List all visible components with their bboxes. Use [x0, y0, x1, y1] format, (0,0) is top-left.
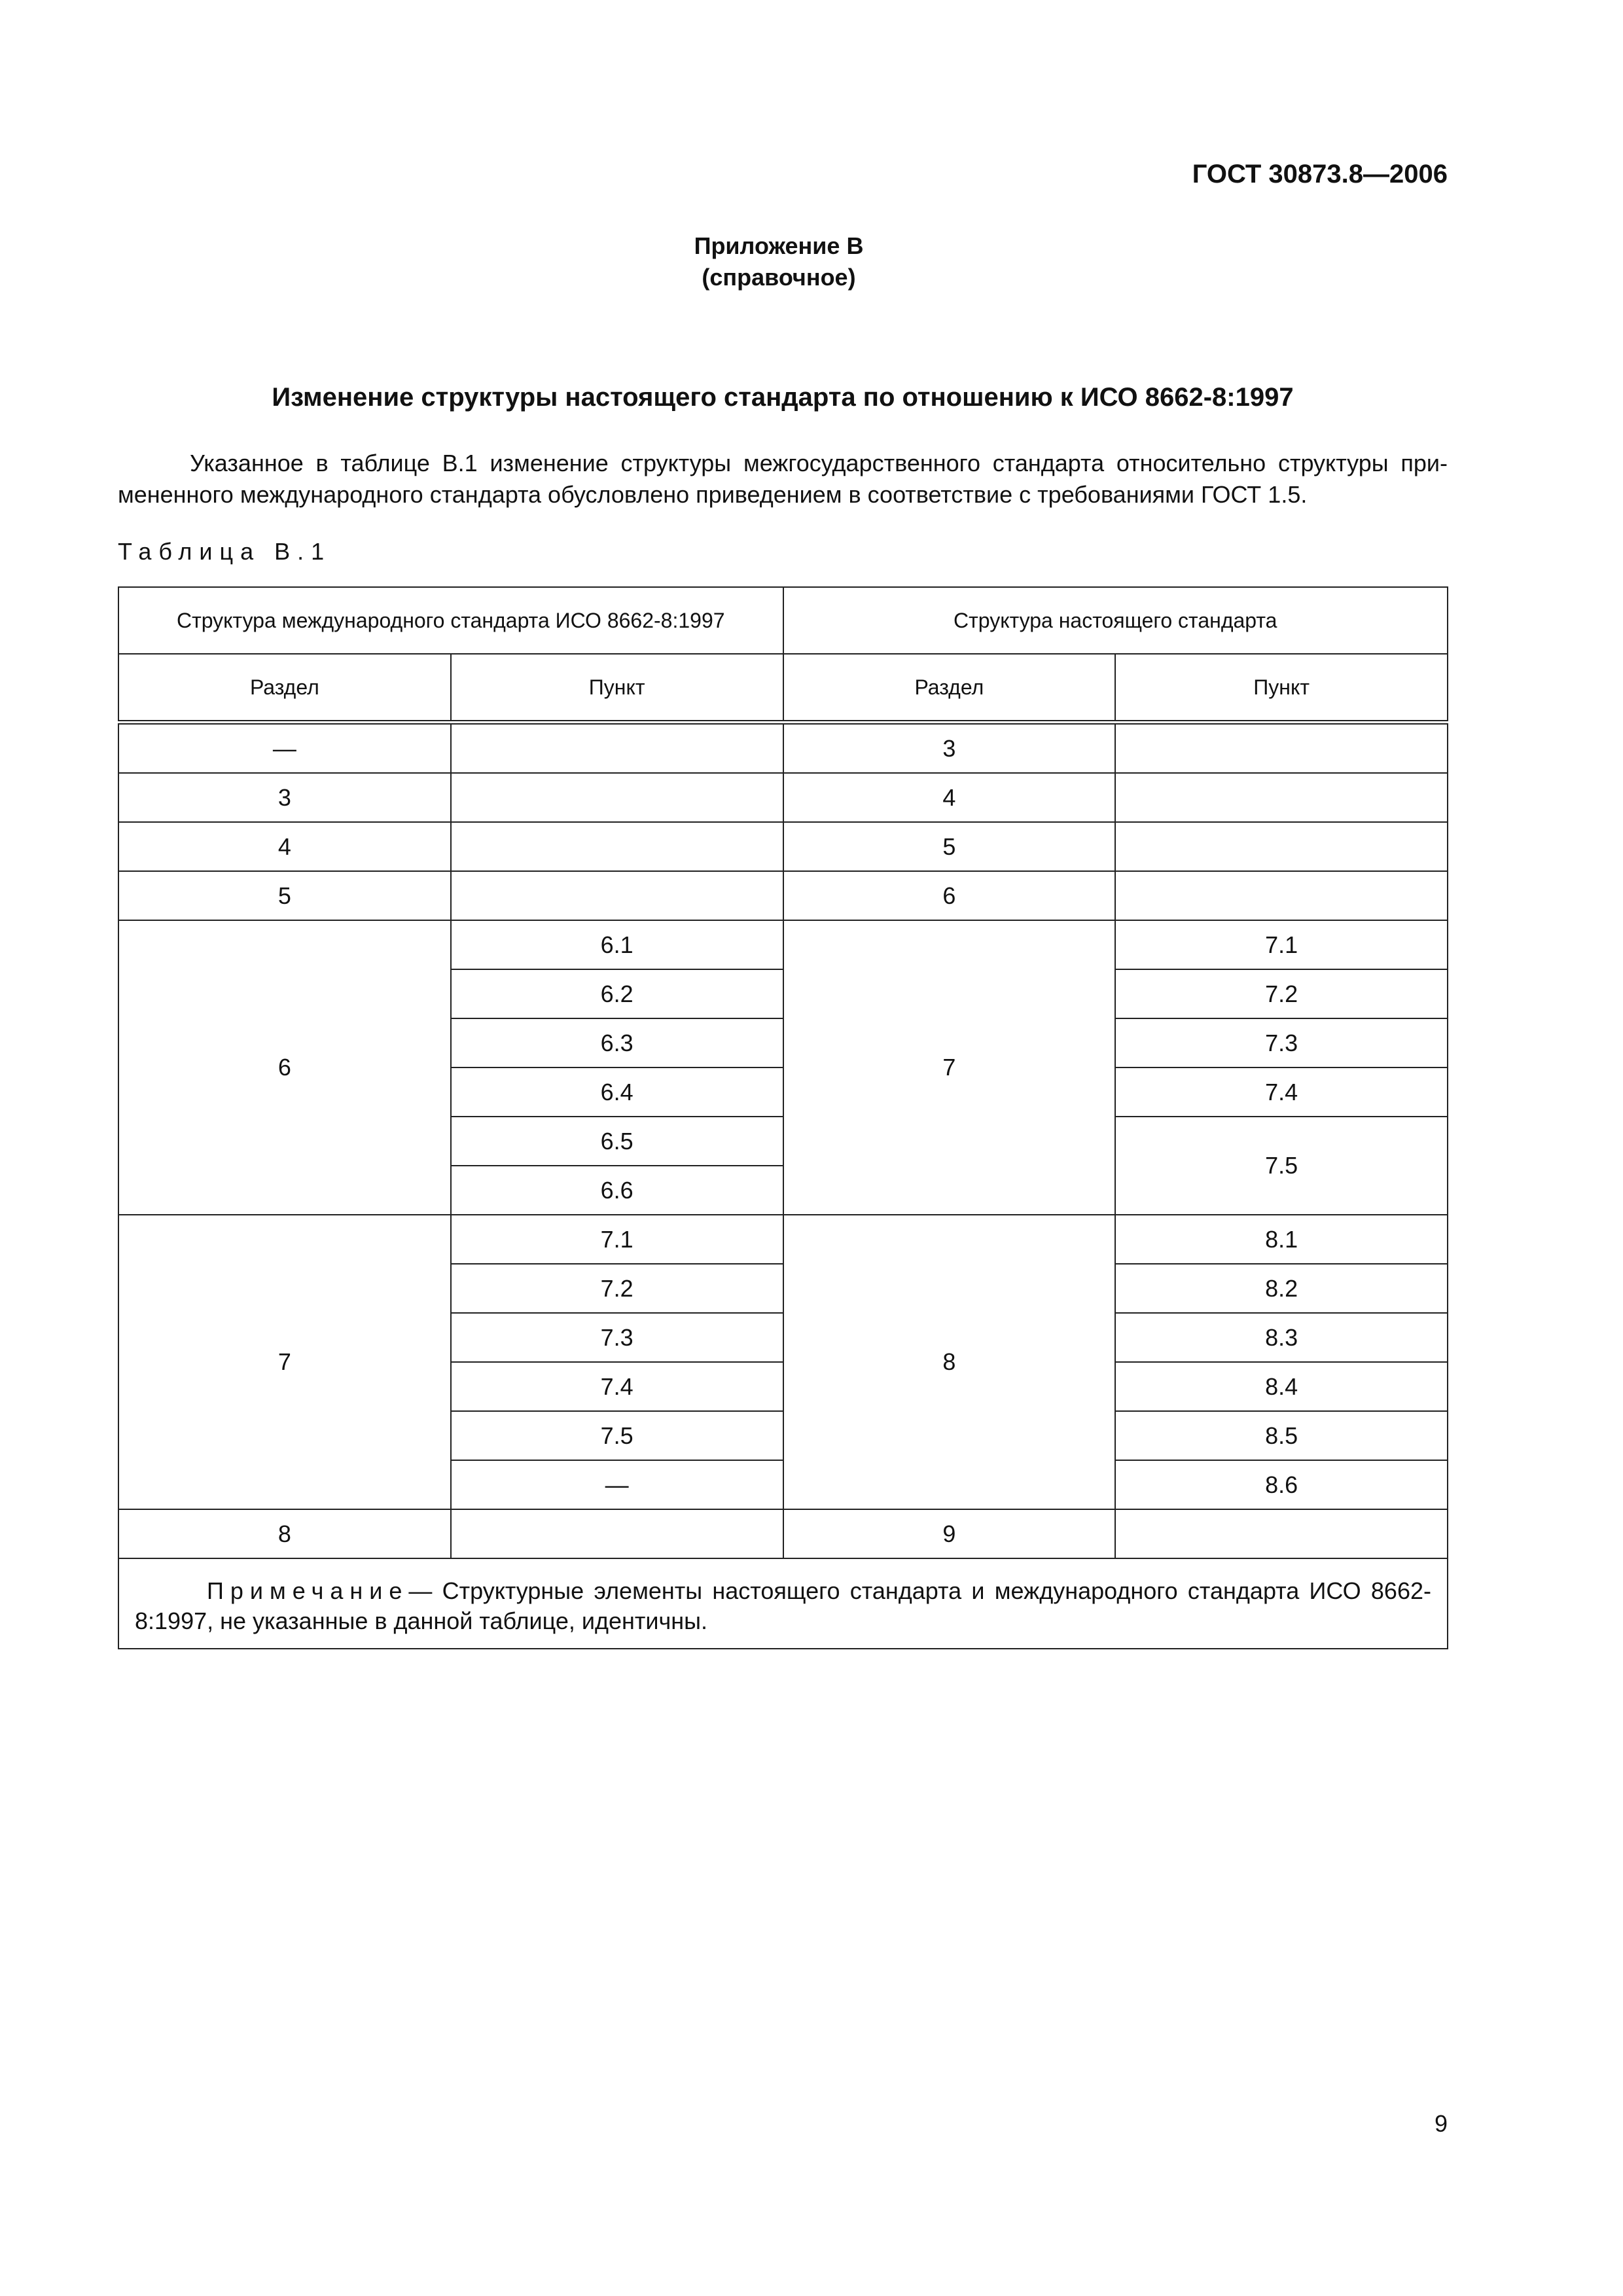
table-row	[118, 1509, 1448, 1558]
table-row	[118, 1215, 1448, 1264]
note-lead: Примечание	[207, 1577, 409, 1604]
iso-point-cell: 7.4	[451, 1362, 783, 1411]
iso-point-cell: —	[451, 1460, 783, 1509]
table-cell: 8	[118, 1509, 451, 1558]
table-cell: 5	[783, 822, 1116, 871]
std-section-header: Раздел	[783, 654, 1116, 723]
table-row	[118, 773, 1448, 822]
structure-table	[118, 586, 1448, 1649]
std-section-cell: 8	[783, 1215, 1116, 1509]
std-section-cell: 7	[783, 920, 1116, 1215]
table-cell	[451, 871, 783, 920]
table-cell	[451, 822, 783, 871]
table-note	[118, 1558, 1448, 1649]
table-cell	[1115, 822, 1448, 871]
std-point-cell: 8.4	[1115, 1362, 1448, 1411]
table-row	[118, 723, 1448, 774]
std-point-cell: 7.2	[1115, 969, 1448, 1018]
table-group-header-row	[118, 587, 1448, 654]
table-cell: 9	[783, 1509, 1116, 1558]
iso-point-cell: 7.5	[451, 1411, 783, 1460]
iso-point-cell: 6.1	[451, 920, 783, 969]
section-heading: Изменение структуры настоящего стандарта по отношению к ИСО 8662-8:1997	[272, 383, 1294, 412]
table-cell: 4	[783, 773, 1116, 822]
table-caption: Таблица В.1	[118, 538, 332, 565]
std-point-cell: 8.1	[1115, 1215, 1448, 1264]
std-point-cell: 7.1	[1115, 920, 1448, 969]
iso-point-cell: 7.2	[451, 1264, 783, 1313]
table-cell: —	[118, 723, 451, 774]
intro-paragraph: Указанное в таблице В.1 изменение структуры межгосударственного стандарта относительно структуры примененного международного стандарта обусловлено приведением в соответствие с требованиями ГОСТ 1.5.	[118, 450, 1448, 508]
iso-section-cell: 7	[118, 1215, 451, 1509]
table-cell	[451, 1509, 783, 1558]
iso-point-cell: 6.5	[451, 1117, 783, 1166]
std-point-cell: 8.6	[1115, 1460, 1448, 1509]
std-point-cell: 8.2	[1115, 1264, 1448, 1313]
iso-point-cell: 6.3	[451, 1018, 783, 1067]
table-cell: 6	[783, 871, 1116, 920]
document-code: ГОСТ 30873.8—2006	[1192, 160, 1448, 188]
table-sub-header-row	[118, 654, 1448, 723]
iso-point-header: Пункт	[451, 654, 783, 723]
std-point-header: Пункт	[1115, 654, 1448, 723]
table-cell	[1115, 1509, 1448, 1558]
table-cell: 5	[118, 871, 451, 920]
iso-point-cell: 6.2	[451, 969, 783, 1018]
table-note-row	[118, 1558, 1448, 1649]
page-number: 9	[1434, 2110, 1448, 2137]
table-cell	[1115, 723, 1448, 774]
std-point-cell: 7.4	[1115, 1067, 1448, 1117]
table-cell: 3	[118, 773, 451, 822]
appendix-heading	[0, 230, 1623, 293]
appendix-title: Приложение В	[694, 232, 864, 259]
iso-point-cell: 6.4	[451, 1067, 783, 1117]
iso-structure-header: Структура международного стандарта ИСО 8662-8:1997	[118, 587, 783, 654]
table-cell	[451, 773, 783, 822]
table-row	[118, 871, 1448, 920]
iso-section-header: Раздел	[118, 654, 451, 723]
this-standard-structure-header: Структура настоящего стандарта	[783, 587, 1448, 654]
table-cell	[1115, 871, 1448, 920]
table-cell: 4	[118, 822, 451, 871]
iso-section-cell: 6	[118, 920, 451, 1215]
table-cell: 3	[783, 723, 1116, 774]
table-row	[118, 920, 1448, 969]
iso-point-cell: 6.6	[451, 1166, 783, 1215]
table-cell	[451, 723, 783, 774]
std-point-cell: 8.3	[1115, 1313, 1448, 1362]
table-row	[118, 822, 1448, 871]
iso-point-cell: 7.1	[451, 1215, 783, 1264]
appendix-status: (справочное)	[702, 264, 856, 291]
std-point-cell: 7.5	[1115, 1117, 1448, 1215]
table-cell	[1115, 773, 1448, 822]
iso-point-cell: 7.3	[451, 1313, 783, 1362]
std-point-cell: 8.5	[1115, 1411, 1448, 1460]
std-point-cell: 7.3	[1115, 1018, 1448, 1067]
note-text: — Структурные элементы настоящего стандарта и международного стандарта ИСО 8662-8:1997, не указанные в данной таблице, идентичны.	[135, 1577, 1431, 1634]
